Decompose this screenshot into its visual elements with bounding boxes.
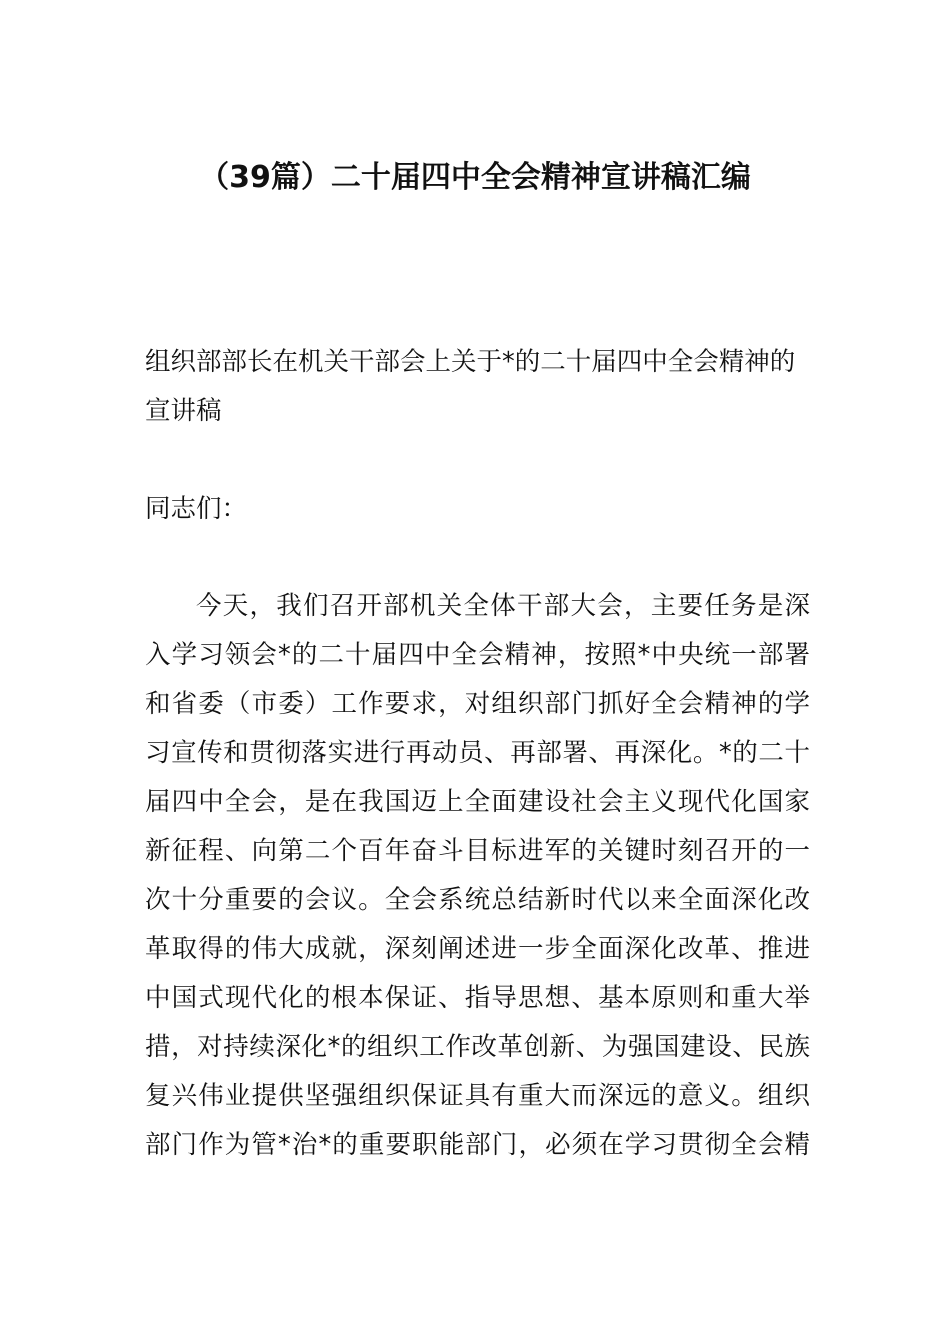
paragraph-line: 次十分重要的会议。全会系统总结新时代以来全面深化改: [145, 885, 810, 915]
paragraph-line: 届四中全会，是在我国迈上全面建设社会主义现代化国家: [145, 787, 810, 817]
paragraph-line: 中国式现代化的根本保证、指导思想、基本原则和重大举: [145, 983, 810, 1013]
paragraph-line: 今天，我们召开部机关全体干部大会，主要任务是深: [196, 591, 810, 621]
paragraph-line: 复兴伟业提供坚强组织保证具有重大而深远的意义。组织: [145, 1081, 810, 1111]
paragraph-line: 习宣传和贯彻落实进行再动员、再部署、再深化。*的二十: [145, 738, 810, 768]
paragraph-line: 部门作为管*治*的重要职能部门，必须在学习贯彻全会精: [145, 1130, 810, 1160]
body-paragraph: [145, 582, 810, 1170]
paragraph-line: 革取得的伟大成就，深刻阐述进一步全面深化改革、推进: [145, 934, 810, 964]
speech-subtitle: [145, 338, 810, 436]
paragraph-line: 入学习领会*的二十届四中全会精神，按照*中央统一部署: [145, 640, 810, 670]
paragraph-line: 和省委（市委）工作要求，对组织部门抓好全会精神的学: [145, 689, 810, 719]
subtitle-line: 宣讲稿: [145, 396, 222, 426]
document-title: （39篇）二十届四中全会精神宣讲稿汇编: [199, 160, 751, 195]
paragraph-line: 新征程、向第二个百年奋斗目标进军的关键时刻召开的一: [145, 836, 810, 866]
paragraph-line: 措，对持续深化*的组织工作改革创新、为强国建设、民族: [145, 1032, 810, 1062]
salutation: 同志们：: [145, 494, 248, 524]
subtitle-line: 组织部部长在机关干部会上关于*的二十届四中全会精神的: [145, 347, 796, 377]
